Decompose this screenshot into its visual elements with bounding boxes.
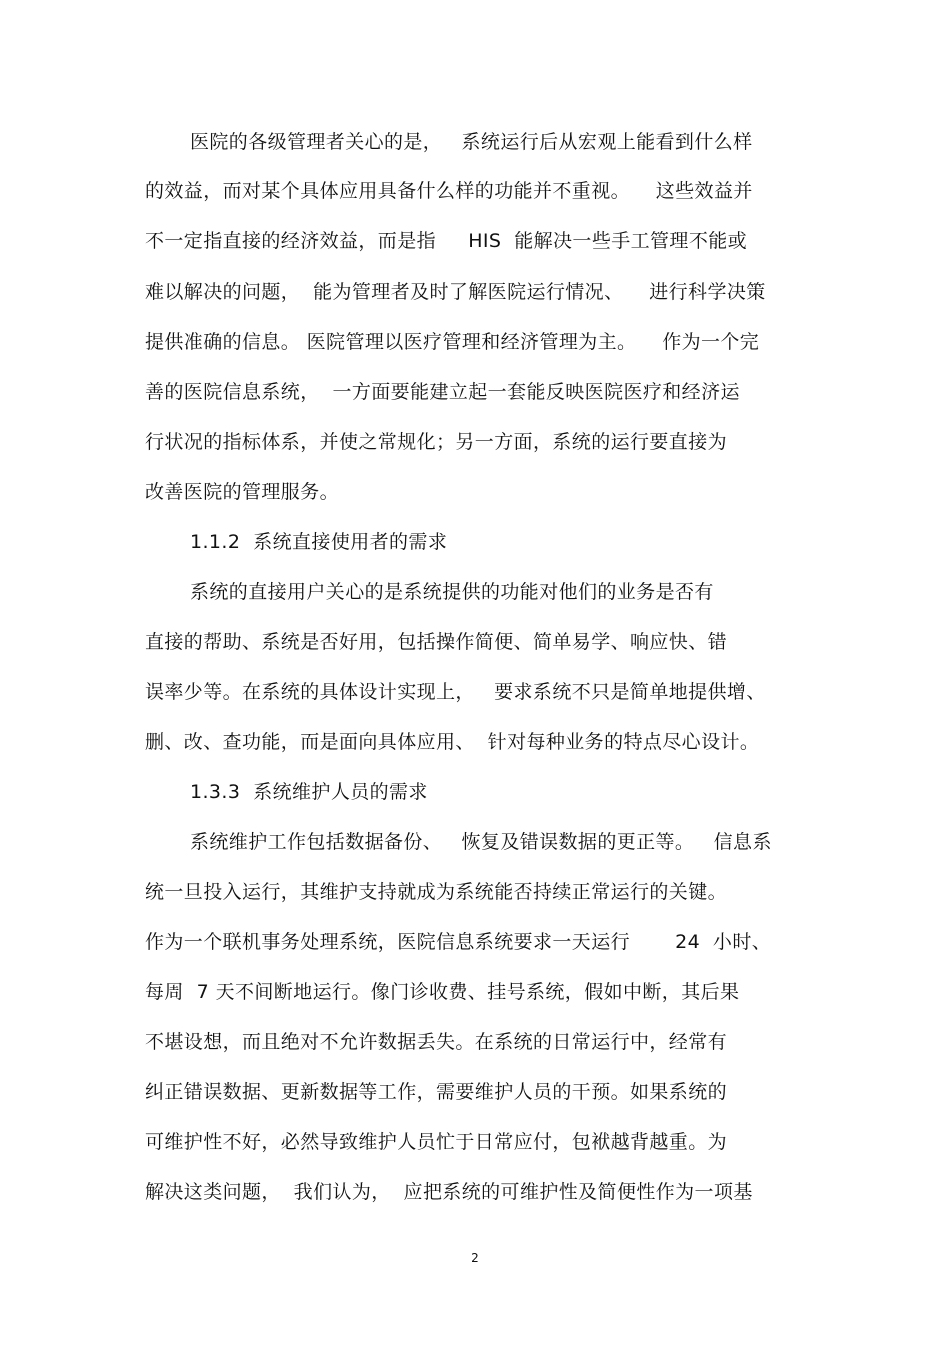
paragraph-1-line-3: 不一定指直接的经济效益，而是指 HIS 能解决一些手工管理不能或 (145, 230, 748, 252)
section-heading-user-needs: 1.1.2 系统直接使用者的需求 (190, 531, 448, 553)
paragraph-3-line-4: 每周 7 天不间断地运行。像门诊收费、挂号系统，假如中断，其后果 (145, 981, 740, 1003)
paragraph-1-line-2: 的效益，而对某个具体应用具备什么样的功能并不重视。 这些效益并 (145, 180, 753, 202)
paragraph-3-line-6: 纠正错误数据、更新数据等工作，需要维护人员的干预。如果系统的 (145, 1081, 728, 1103)
paragraph-1-line-5: 提供准确的信息。 医院管理以医疗管理和经济管理为主。 作为一个完 (145, 331, 760, 353)
paragraph-1-line-4: 难以解决的问题， 能为管理者及时了解医院运行情况、 进行科学决策 (145, 281, 766, 303)
paragraph-3-line-8: 解决这类问题， 我们认为， 应把系统的可维护性及简便性作为一项基 (145, 1181, 753, 1203)
paragraph-3-line-1: 系统维护工作包括数据备份、 恢复及错误数据的更正等。 信息系 (190, 831, 772, 853)
paragraph-3-line-5: 不堪设想，而且绝对不允许数据丢失。在系统的日常运行中，经常有 (145, 1031, 728, 1053)
paragraph-2-line-4: 删、改、查功能，而是面向具体应用、 针对每种业务的特点尽心设计。 (145, 731, 760, 753)
paragraph-3-line-7: 可维护性不好，必然导致维护人员忙于日常应付，包袱越背越重。为 (145, 1131, 728, 1153)
paragraph-1-line-8: 改善医院的管理服务。 (145, 481, 340, 503)
paragraph-1-line-6: 善的医院信息系统， 一方面要能建立起一套能反映医院医疗和经济运 (145, 381, 740, 403)
paragraph-3-line-2: 统一旦投入运行，其维护支持就成为系统能否持续正常运行的关键。 (145, 881, 728, 903)
paragraph-1-line-7: 行状况的指标体系，并使之常规化；另一方面，系统的运行要直接为 (145, 431, 728, 453)
paragraph-1-line-1: 医院的各级管理者关心的是， 系统运行后从宏观上能看到什么样 (190, 131, 753, 153)
paragraph-2-line-2: 直接的帮助、系统是否好用，包括操作简便、简单易学、响应快、错 (145, 631, 728, 653)
paragraph-2-line-1: 系统的直接用户关心的是系统提供的功能对他们的业务是否有 (190, 581, 714, 603)
section-heading-maintenance-needs: 1.3.3 系统维护人员的需求 (190, 781, 428, 803)
page-number: 2 (471, 1251, 479, 1265)
paragraph-2-line-3: 误率少等。在系统的具体设计实现上， 要求系统不只是简单地提供增、 (145, 681, 766, 703)
paragraph-3-line-3: 作为一个联机事务处理系统，医院信息系统要求一天运行 24 小时、 (145, 931, 772, 953)
